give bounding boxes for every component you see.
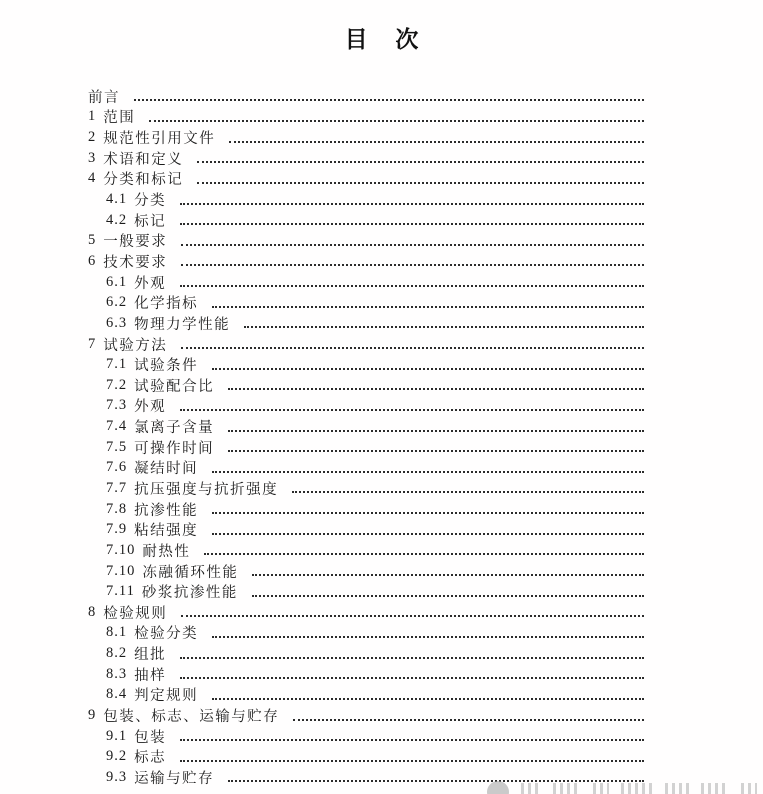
toc-entry-title: 耐热性 <box>142 543 191 560</box>
toc-entry <box>88 148 644 169</box>
toc-leader-dots <box>252 574 644 576</box>
toc-entry <box>88 602 644 623</box>
toc-entry-title: 标志 <box>134 750 167 767</box>
toc-leader-dots <box>197 182 644 184</box>
toc-entry <box>88 189 644 210</box>
toc-entry-title: 可操作时间 <box>134 440 215 457</box>
toc-entry-number: 9.1 <box>106 727 128 744</box>
toc-entry <box>88 705 644 726</box>
toc-entry-number: 3 <box>88 149 97 166</box>
toc-leader-dots <box>212 698 644 700</box>
toc-entry-title: 包装、标志、运输与贮存 <box>103 709 280 726</box>
toc-entry-title: 组批 <box>134 647 167 664</box>
toc-leader-dots <box>134 99 644 101</box>
toc-entry-title: 分类 <box>134 193 167 210</box>
toc-leader-dots <box>212 533 644 535</box>
toc-entry <box>88 767 644 788</box>
toc-entry <box>88 375 644 396</box>
toc-entry-number: 8.1 <box>106 624 128 641</box>
toc-leader-dots <box>204 553 644 555</box>
toc-entry-title: 粘结强度 <box>134 523 199 540</box>
toc-leader-dots <box>197 161 644 163</box>
toc-entry-title: 术语和定义 <box>103 151 184 168</box>
toc-entry-number: 4.1 <box>106 191 128 208</box>
toc-entry-title: 试验方法 <box>103 337 168 354</box>
toc-leader-dots <box>180 657 644 659</box>
toc-leader-dots <box>149 120 644 122</box>
toc-entry-title: 前言 <box>88 89 120 106</box>
watermark-text-fragment <box>741 783 757 794</box>
toc-leader-dots <box>228 430 644 432</box>
toc-entry-number: 7.8 <box>106 500 128 517</box>
toc-entry <box>88 251 644 272</box>
toc-entry-title: 试验配合比 <box>134 378 215 395</box>
toc-entry <box>88 664 644 685</box>
toc-entry-title: 抗渗性能 <box>134 502 199 519</box>
toc-leader-dots <box>252 595 644 597</box>
toc-leader-dots <box>181 347 644 349</box>
toc-entry-title: 氯离子含量 <box>134 420 215 437</box>
toc-entry <box>88 540 644 561</box>
toc-entry-title: 技术要求 <box>103 254 168 271</box>
toc-leader-dots <box>228 388 644 390</box>
toc-entry-title: 运输与贮存 <box>134 770 215 787</box>
toc-entry-number: 7.5 <box>106 438 128 455</box>
toc-entry-number: 7.7 <box>106 479 128 496</box>
toc-entry-title: 抗压强度与抗折强度 <box>134 482 279 498</box>
toc-entry-title: 砂浆抗渗性能 <box>141 585 238 602</box>
toc-leader-dots <box>292 491 644 493</box>
toc-entry-number: 6.1 <box>106 273 128 290</box>
toc-leader-dots <box>228 780 644 782</box>
toc-leader-dots <box>212 636 644 638</box>
toc-leader-dots <box>180 203 644 205</box>
watermark-text-fragment <box>665 783 689 794</box>
toc-leader-dots <box>293 719 644 721</box>
toc-entry-number: 7 <box>88 335 97 352</box>
toc-entry <box>88 292 644 313</box>
toc-entry-number: 1 <box>88 108 97 125</box>
toc-entry <box>88 210 644 231</box>
toc-leader-dots <box>212 512 644 514</box>
toc-entry-title: 一般要求 <box>103 234 168 251</box>
toc-leader-dots <box>180 677 644 679</box>
toc-leader-dots <box>181 264 644 266</box>
toc-entry-title: 外观 <box>134 275 167 292</box>
watermark-text-fragment <box>701 783 729 794</box>
page-title: 目 次 <box>344 27 430 52</box>
toc-entry <box>88 685 644 706</box>
toc-leader-dots <box>180 760 644 762</box>
toc-entry-number: 8.3 <box>106 665 128 682</box>
toc-leader-dots <box>212 306 644 308</box>
toc-entry-title: 抽样 <box>134 667 167 684</box>
toc-entry-title: 包装 <box>134 729 167 746</box>
toc-entry-title: 化学指标 <box>134 296 199 313</box>
toc-entry-number: 7.6 <box>106 459 128 476</box>
toc-leader-dots <box>180 409 644 411</box>
toc-entry-number: 6 <box>88 252 97 269</box>
toc-entry-title: 外观 <box>134 399 167 416</box>
toc-entry <box>88 230 644 251</box>
toc-entry-number: 8 <box>88 603 97 620</box>
toc-leader-dots <box>228 450 644 452</box>
toc-entry-number: 6.2 <box>106 294 128 311</box>
toc-entry-title: 判定规则 <box>134 688 199 705</box>
toc-entry-number: 2 <box>88 129 97 146</box>
toc-entry-number: 9 <box>88 707 97 724</box>
toc-entry <box>88 643 644 664</box>
toc-leader-dots <box>180 285 644 287</box>
toc-entry-number: 4 <box>88 170 97 187</box>
toc-entry-title: 检验规则 <box>103 605 168 622</box>
toc-entry-title: 检验分类 <box>134 626 199 643</box>
toc-entry <box>88 581 644 602</box>
toc-entry-number: 7.9 <box>106 521 128 538</box>
toc-entry-number: 7.1 <box>106 356 128 373</box>
toc-entry-number: 7.10 <box>106 562 136 579</box>
toc-entry-number: 6.3 <box>106 314 128 331</box>
table-of-contents <box>88 86 644 788</box>
toc-entry <box>88 86 644 107</box>
toc-entry <box>88 416 644 437</box>
toc-entry <box>88 458 644 479</box>
toc-entry <box>88 478 644 499</box>
toc-entry-title: 范围 <box>103 110 136 127</box>
toc-entry-title: 凝结时间 <box>134 461 199 478</box>
toc-entry <box>88 519 644 540</box>
toc-leader-dots <box>181 244 644 246</box>
toc-entry <box>88 334 644 355</box>
toc-entry <box>88 107 644 128</box>
toc-entry <box>88 354 644 375</box>
toc-entry <box>88 437 644 458</box>
toc-entry <box>88 169 644 190</box>
toc-entry-number: 8.2 <box>106 645 128 662</box>
toc-leader-dots <box>244 326 644 328</box>
toc-entry-number: 7.10 <box>106 541 136 558</box>
toc-entry-number: 8.4 <box>106 686 128 703</box>
toc-entry <box>88 747 644 768</box>
toc-entry-number: 5 <box>88 232 97 249</box>
toc-entry <box>88 499 644 520</box>
toc-entry-title: 规范性引用文件 <box>103 131 216 148</box>
toc-entry <box>88 561 644 582</box>
toc-leader-dots <box>181 615 644 617</box>
toc-entry <box>88 313 644 334</box>
toc-entry-number: 9.3 <box>106 768 128 785</box>
toc-leader-dots <box>212 471 644 473</box>
toc-entry-title: 试验条件 <box>134 358 199 375</box>
toc-leader-dots <box>212 368 644 370</box>
toc-leader-dots <box>229 141 644 143</box>
toc-entry <box>88 396 644 417</box>
toc-entry-title: 物理力学性能 <box>134 316 231 333</box>
toc-entry <box>88 726 644 747</box>
toc-entry-title: 标记 <box>134 213 167 230</box>
toc-entry-number: 7.4 <box>106 418 128 435</box>
toc-entry-number: 4.2 <box>106 211 128 228</box>
toc-entry <box>88 623 644 644</box>
toc-entry-number: 7.3 <box>106 397 128 414</box>
toc-entry-title: 冻融循环性能 <box>142 564 239 581</box>
toc-leader-dots <box>180 223 644 225</box>
toc-entry-number: 7.2 <box>106 376 128 393</box>
toc-entry <box>88 127 644 148</box>
toc-leader-dots <box>180 739 644 741</box>
toc-entry-title: 分类和标记 <box>103 172 184 189</box>
toc-entry-number: 7.11 <box>106 583 135 600</box>
toc-entry <box>88 272 644 293</box>
toc-entry-number: 9.2 <box>106 748 128 765</box>
